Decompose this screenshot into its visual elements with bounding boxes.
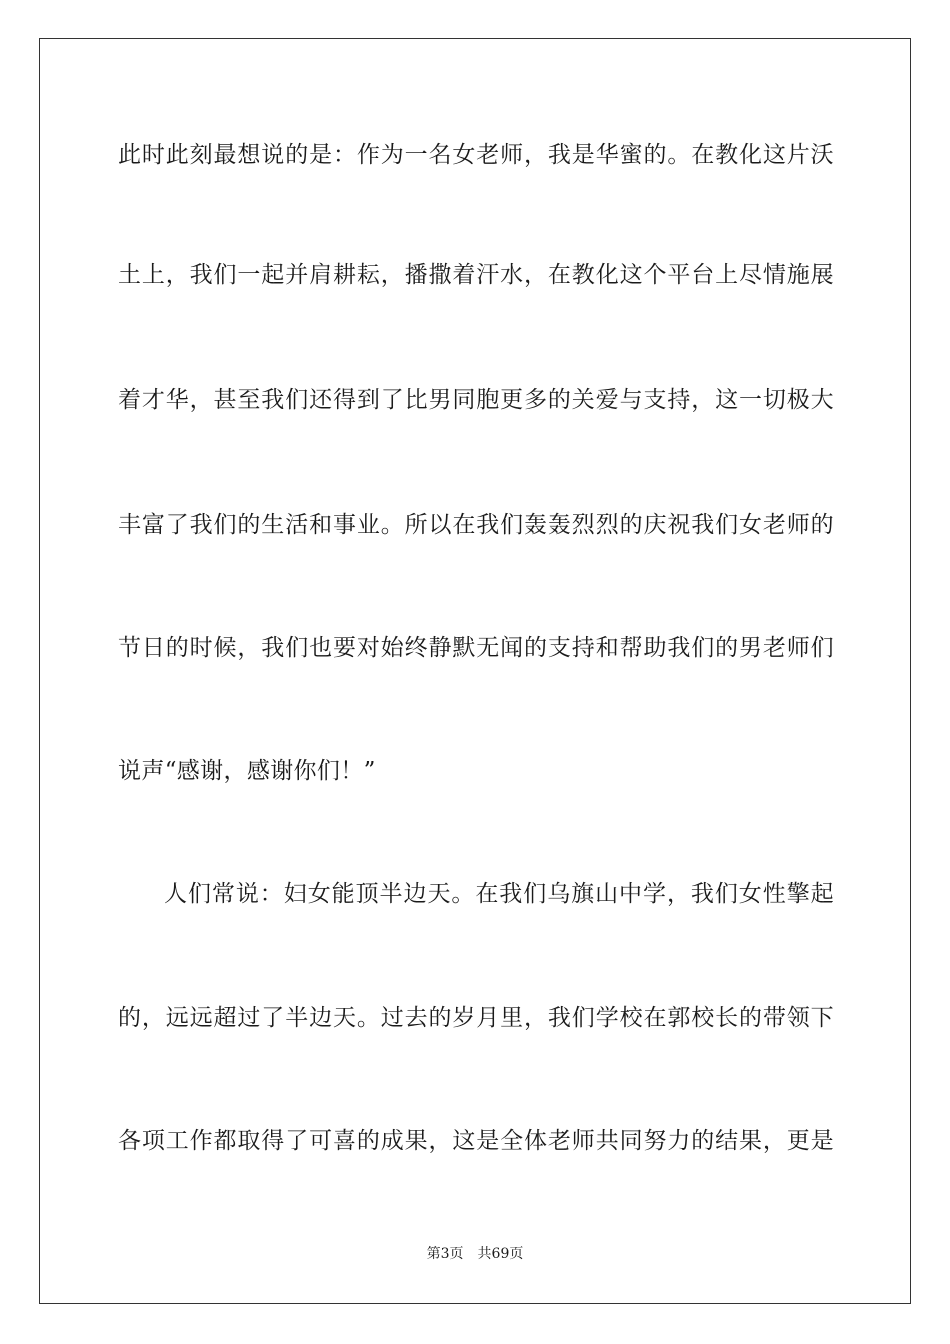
- page-number: 第3页: [426, 1246, 464, 1262]
- text-line: 土上，我们一起并肩耕耘，播撒着汗水，在教化这个平台上尽情施展: [118, 262, 834, 288]
- page-total: 共69页: [477, 1246, 524, 1262]
- text-line: 着才华，甚至我们还得到了比男同胞更多的关爱与支持，这一切极大: [118, 387, 834, 413]
- page-frame: [39, 38, 911, 1304]
- page-footer: [0, 1244, 950, 1264]
- text-line-indented: 人们常说：妇女能顶半边天。在我们乌旗山中学，我们女性擎起: [164, 881, 834, 907]
- text-line: 丰富了我们的生活和事业。所以在我们轰轰烈烈的庆祝我们女老师的: [118, 512, 834, 538]
- text-line: 说声“感谢，感谢你们！”: [118, 758, 376, 784]
- text-line: 各项工作都取得了可喜的成果，这是全体老师共同努力的结果，更是: [118, 1128, 834, 1154]
- text-line: 的，远远超过了半边天。过去的岁月里，我们学校在郭校长的带领下: [118, 1005, 834, 1031]
- text-line: 此时此刻最想说的是：作为一名女老师，我是华蜜的。在教化这片沃: [118, 142, 834, 168]
- text-line: 节日的时候，我们也要对始终静默无闻的支持和帮助我们的男老师们: [118, 635, 834, 661]
